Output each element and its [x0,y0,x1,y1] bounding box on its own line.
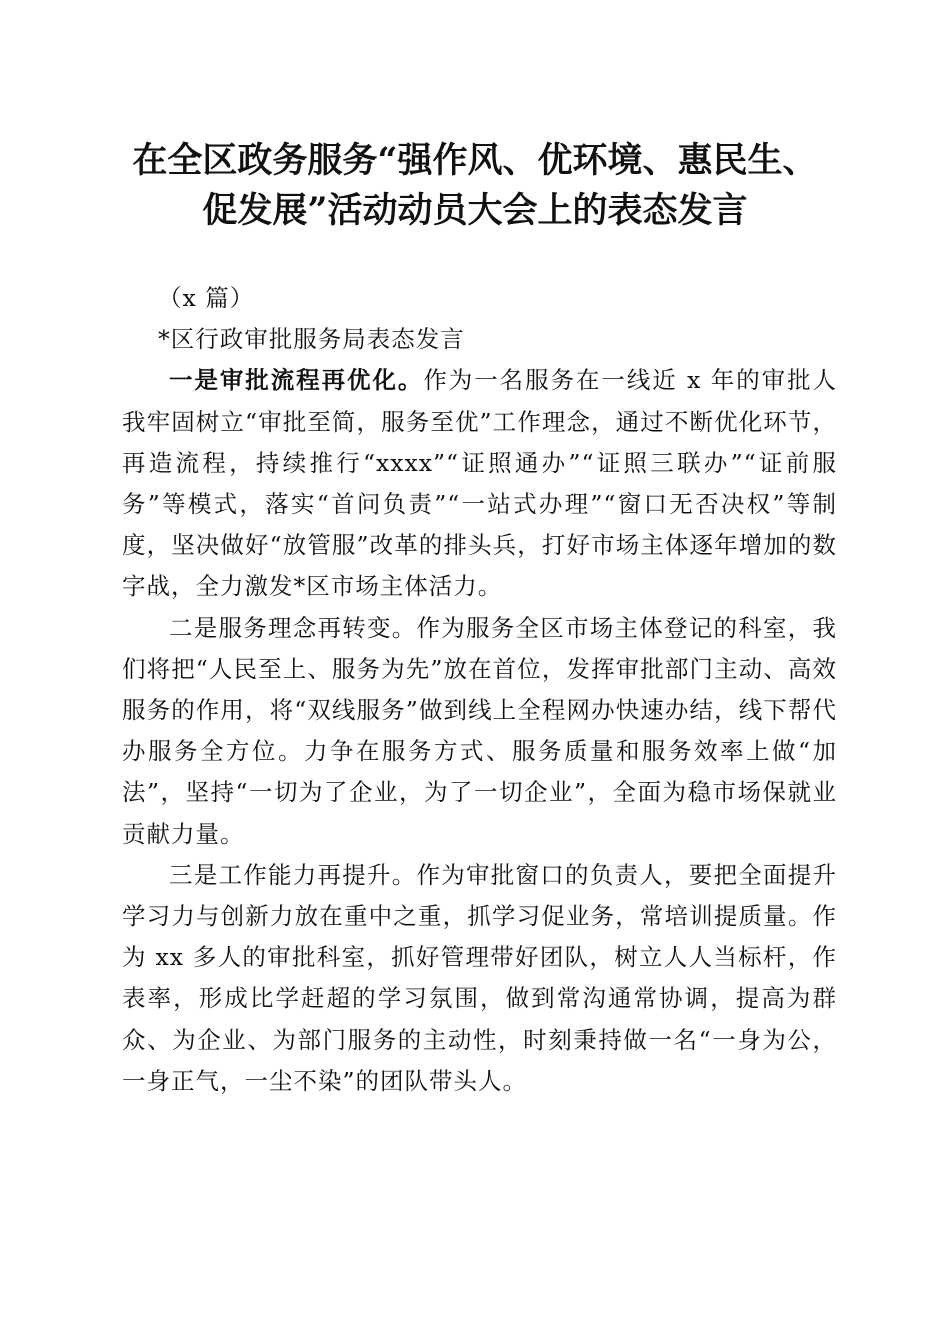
document-body [122,278,837,1102]
title-line-1: 在全区政务服务“强作风、优环境、惠民生、 [132,140,818,181]
document-title [90,136,860,236]
section-paragraph-1 [122,360,837,607]
series-note: （x 篇） [158,284,255,312]
section-text-3: 作为审批窗口的负责人，要把全面提升学习力与创新力放在重中之重，抓学习促业务，常培训提质量。作为 xx 多人的审批科室，抓好管理带好团队，树立人人当标杆，作表率，形成比学赶超的学习氛围，做到常沟通常协调，提高为群众、为企业、为部门服务的主动性，时刻秉持做一名“一身为公，一身正气，一尘不染”的团队带头人。 [122,860,837,1095]
section-text-1: 作为一名服务在一线近 x 年的审批人我牢固树立“审批至简，服务至优”工作理念，通过不断优化环节，再造流程，持续推行“xxxx”“证照通办”“证照三联办”“证前服务”等模式，落实“首问负责”“一站式办理”“窗口无否决权”等制度，坚决做好“放管服”改革的排头兵，打好市场主体逐年增加的数字战，全力激发*区市场主体活力。 [122,366,838,601]
section-text-2: 作为服务全区市场主体登记的科室，我们将把“人民至上、服务为先”放在首位，发挥审批部门主动、高效服务的作用，将“双线服务”做到线上全程网办快速办结，线下帮代办服务全方位。力争在服务方式、服务质量和服务效率上做“加法”，坚持“一切为了企业，为了一切企业”，全面为稳市场保就业贡献力量。 [122,613,837,848]
title-line-2: 促发展”活动动员大会上的表态发言 [202,190,748,231]
section-lead-3: 三是工作能力再提升。 [169,860,417,889]
section-paragraph-3 [122,855,837,1102]
section-lead-2: 二是服务理念再转变。 [169,613,417,642]
section-lead-1: 一是审批流程再优化。 [169,366,424,395]
department-heading: *区行政审批服务局表态发言 [158,325,465,354]
section-paragraph-2 [122,608,837,855]
